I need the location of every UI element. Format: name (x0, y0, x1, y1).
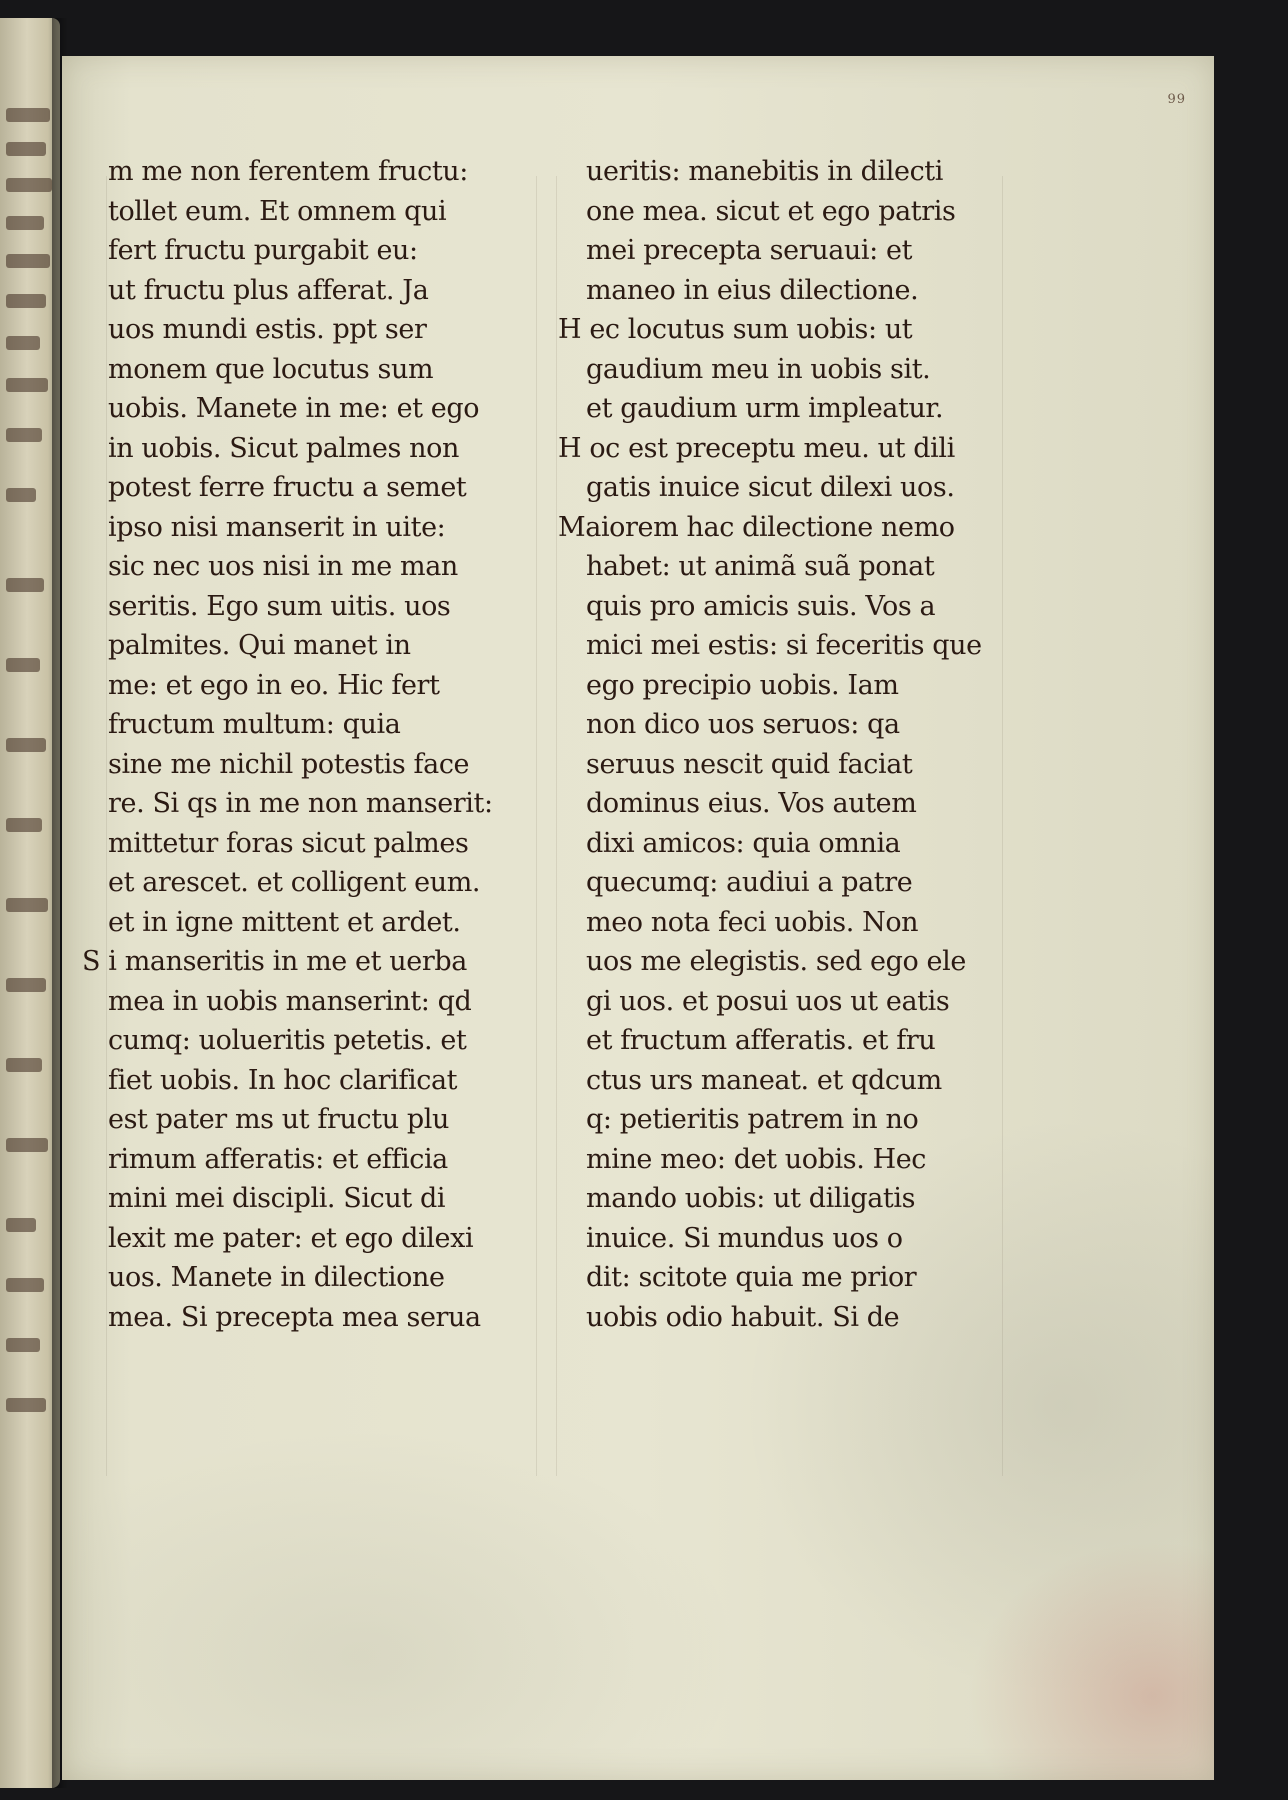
facing-page-text-fragment (6, 738, 46, 752)
facing-page-text-fragment (6, 378, 48, 392)
text-line: mine meo: det uobis. Hec (586, 1143, 927, 1175)
text-line: sine me nichil potestis face (108, 748, 470, 780)
text-line: sic nec uos nisi in me man (108, 551, 458, 582)
facing-page-text-fragment (6, 254, 50, 268)
text-line: lexit me pater: et ego dilexi (108, 1222, 474, 1254)
text-line: cumq: uolueritis petetis. et (108, 1025, 467, 1056)
text-line: one mea. sicut et ego patris (586, 195, 956, 227)
text-line-initial: H oc est preceptu meu. ut dili (558, 432, 955, 464)
facing-page-text-fragment (6, 108, 50, 122)
facing-page-text-fragment (6, 178, 52, 192)
text-line: in uobis. Sicut palmes non (108, 432, 459, 464)
text-line-initial: H ec locutus sum uobis: ut (558, 314, 913, 345)
text-line: uos mundi estis. ppt ser (108, 314, 427, 345)
facing-page-text-fragment (6, 428, 42, 442)
text-line: rimum afferatis: et efficia (108, 1143, 448, 1175)
facing-page-text-fragment (6, 1058, 42, 1072)
text-line: dixi amicos: quia omnia (586, 827, 901, 859)
text-line: gatis inuice sicut dilexi uos. (586, 472, 955, 503)
text-line: et fructum afferatis. et fru (586, 1025, 936, 1056)
text-line: me: et ego in eo. Hic fert (108, 669, 440, 701)
text-line: mei precepta seruaui: et (586, 235, 913, 266)
facing-page-text-fragment (6, 818, 42, 832)
facing-page-text-fragment (6, 1138, 48, 1152)
text-line: dit: scitote quia me prior (586, 1262, 917, 1293)
text-line: gaudium meu in uobis sit. (586, 353, 931, 385)
facing-page-text-fragment (6, 336, 40, 350)
text-line: fiet uobis. In hoc clarificat (108, 1064, 458, 1096)
text-line: q: petieritis patrem in no (586, 1104, 919, 1135)
text-line: monem que locutus sum (108, 353, 434, 385)
text-line: uos. Manete in dilectione (108, 1262, 445, 1293)
text-line: quis pro amicis suis. Vos a (586, 590, 936, 622)
text-line: seruus nescit quid faciat (586, 748, 913, 780)
facing-page-text-fragment (6, 658, 40, 672)
ruling-line (1002, 176, 1003, 1476)
text-line: ueritis: manebitis in dilecti (586, 156, 943, 187)
text-line: fructum multum: quia (108, 709, 401, 740)
text-line: inuice. Si mundus uos o (586, 1222, 903, 1254)
facing-page-text-fragment (6, 898, 48, 912)
text-line: mea in uobis manserint: qd (108, 985, 472, 1017)
text-column-right (558, 152, 998, 1337)
text-line: re. Si qs in me non manserit: (108, 788, 493, 819)
text-line: ctus urs maneat. et qdcum (586, 1064, 942, 1096)
text-line: ego precipio uobis. Iam (586, 669, 899, 701)
text-line-initial: S i manseritis in me et uerba (82, 946, 467, 977)
facing-page-text-fragment (6, 488, 36, 502)
text-line: fert fructu purgabit eu: (108, 235, 418, 266)
text-line: meo nota feci uobis. Non (586, 906, 919, 938)
folio-number: 99 (1167, 92, 1186, 107)
facing-page-edge (0, 18, 60, 1788)
text-line: non dico uos seruos: qa (586, 709, 900, 740)
facing-page-text-fragment (6, 142, 46, 156)
text-line: ipso nisi manserit in uite: (108, 511, 446, 543)
text-line: habet: ut animã suã ponat (586, 551, 935, 582)
manuscript-folio (62, 56, 1214, 1780)
text-line: uobis odio habuit. Si de (586, 1301, 900, 1333)
text-line: uos me elegistis. sed ego ele (586, 946, 966, 977)
text-line: mea. Si precepta mea serua (108, 1301, 481, 1333)
text-line: seritis. Ego sum uitis. uos (108, 590, 451, 622)
facing-page-text-fragment (6, 216, 44, 230)
text-line: et arescet. et colligent eum. (108, 867, 481, 898)
text-line: palmites. Qui manet in (108, 630, 411, 661)
facing-page-text-fragment (6, 578, 44, 592)
text-line: est pater ms ut fructu plu (108, 1104, 449, 1135)
text-line: mando uobis: ut diligatis (586, 1183, 916, 1214)
text-line: tollet eum. Et omnem qui (108, 195, 447, 227)
text-line: uobis. Manete in me: et ego (108, 393, 480, 424)
text-line: potest ferre fructu a semet (108, 472, 467, 503)
facing-page-text-fragment (6, 294, 46, 308)
text-line: et in igne mittent et ardet. (108, 906, 461, 938)
text-line: mini mei discipli. Sicut di (108, 1183, 446, 1214)
text-line: gi uos. et posui uos ut eatis (586, 985, 950, 1017)
text-line-initial: Maiorem hac dilectione nemo (558, 511, 955, 543)
ruling-line (106, 176, 107, 1476)
text-column-left (82, 152, 538, 1337)
facing-page-text-fragment (6, 978, 46, 992)
text-line: et gaudium urm impleatur. (586, 393, 944, 424)
facing-page-text-fragment (6, 1278, 44, 1292)
facing-page-text-fragment (6, 1338, 40, 1352)
text-line: dominus eius. Vos autem (586, 788, 917, 819)
ruling-line (556, 176, 557, 1476)
text-line: maneo in eius dilectione. (586, 274, 919, 306)
text-line: mici mei estis: si feceritis que (586, 630, 982, 661)
facing-page-text-fragment (6, 1398, 46, 1412)
text-line: m me non ferentem fructu: (108, 156, 468, 187)
text-line: ut fructu plus afferat. Ja (108, 274, 429, 306)
text-line: mittetur foras sicut palmes (108, 827, 469, 859)
text-line: quecumq: audiui a patre (586, 867, 913, 898)
facing-page-text-fragment (6, 1218, 36, 1232)
